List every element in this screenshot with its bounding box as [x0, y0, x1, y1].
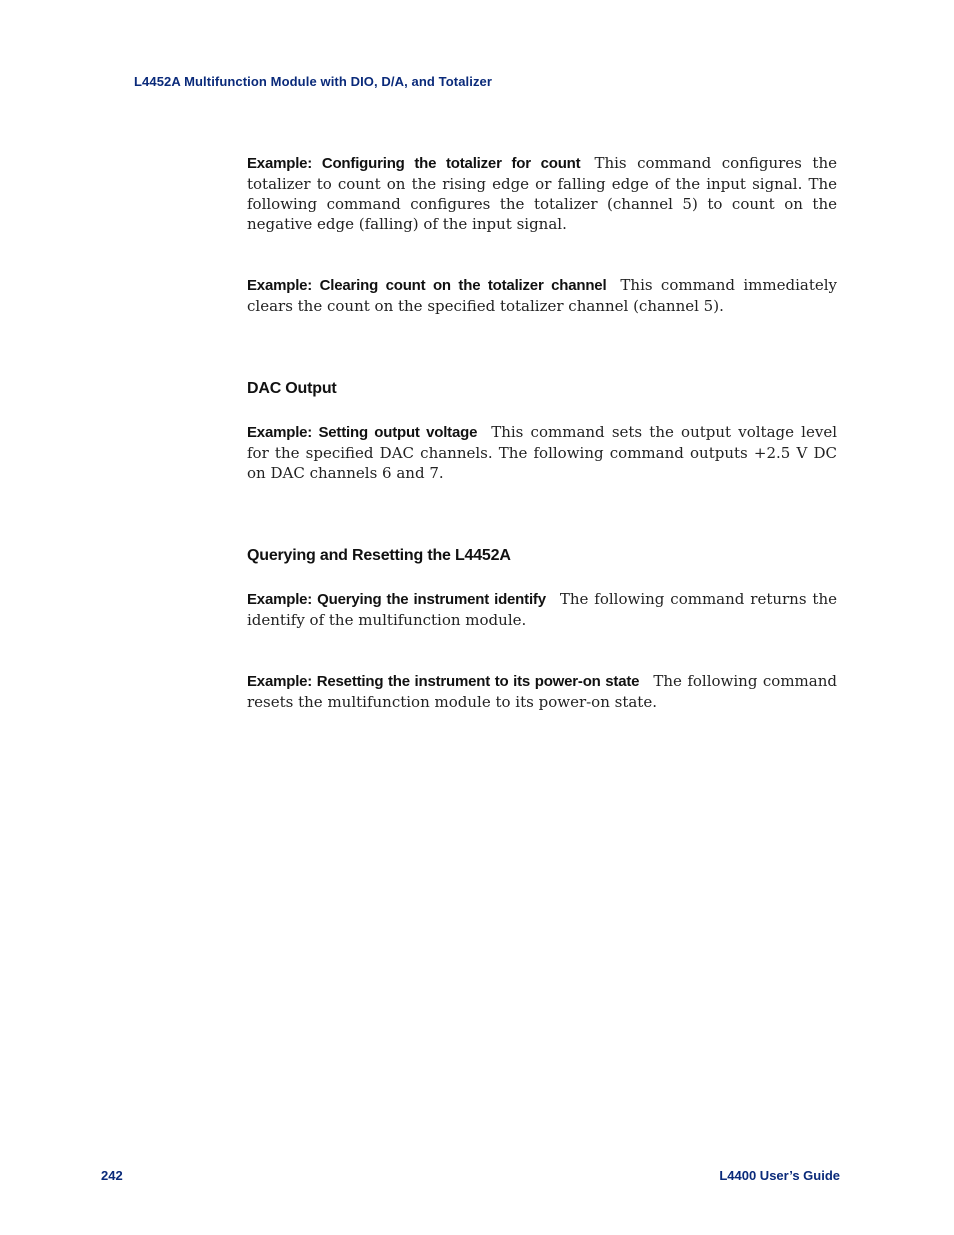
running-header: L4452A Multifunction Module with DIO, D/A, and Totalizer	[134, 74, 493, 89]
section-heading-dac-output: DAC Output	[247, 380, 337, 397]
example-lead: Example: Configuring the totalizer for count	[247, 155, 581, 172]
example-lead: Example: Setting output voltage	[247, 424, 478, 441]
example-lead: Example: Resetting the instrument to its power-on state	[247, 673, 640, 690]
page-number: 242	[101, 1168, 123, 1183]
example-clearing-count	[247, 275, 837, 316]
paragraph	[247, 275, 837, 316]
section-heading-querying-resetting: Querying and Resetting the L4452A	[247, 547, 511, 564]
example-lead: Example: Clearing count on the totalizer channel	[247, 277, 607, 294]
guide-title: L4400 User’s Guide	[719, 1168, 840, 1183]
paragraph	[247, 671, 837, 712]
example-text: This command sets the output voltage level for the specified DAC channels. The following command outputs +2.5 V DC on DAC channels 6 and 7.	[247, 423, 837, 482]
example-configuring-totalizer	[247, 153, 837, 234]
example-querying-identify	[247, 589, 837, 630]
example-text: The following command returns the identify of the multifunction module.	[247, 590, 837, 629]
example-text: This command immediately clears the count on the specified totalizer channel (channel 5).	[247, 276, 837, 315]
example-resetting-instrument	[247, 671, 837, 712]
example-lead: Example: Querying the instrument identify	[247, 591, 546, 608]
example-setting-output-voltage	[247, 422, 837, 483]
paragraph	[247, 153, 837, 234]
example-text: The following command resets the multifunction module to its power-on state.	[247, 672, 837, 711]
paragraph	[247, 589, 837, 630]
paragraph	[247, 422, 837, 483]
example-text: This command configures the totalizer to count on the rising edge or falling edge of the input signal. The following command configures the totalizer (channel 5) to count on the negative edge (falling) of the input signal.	[247, 154, 837, 233]
